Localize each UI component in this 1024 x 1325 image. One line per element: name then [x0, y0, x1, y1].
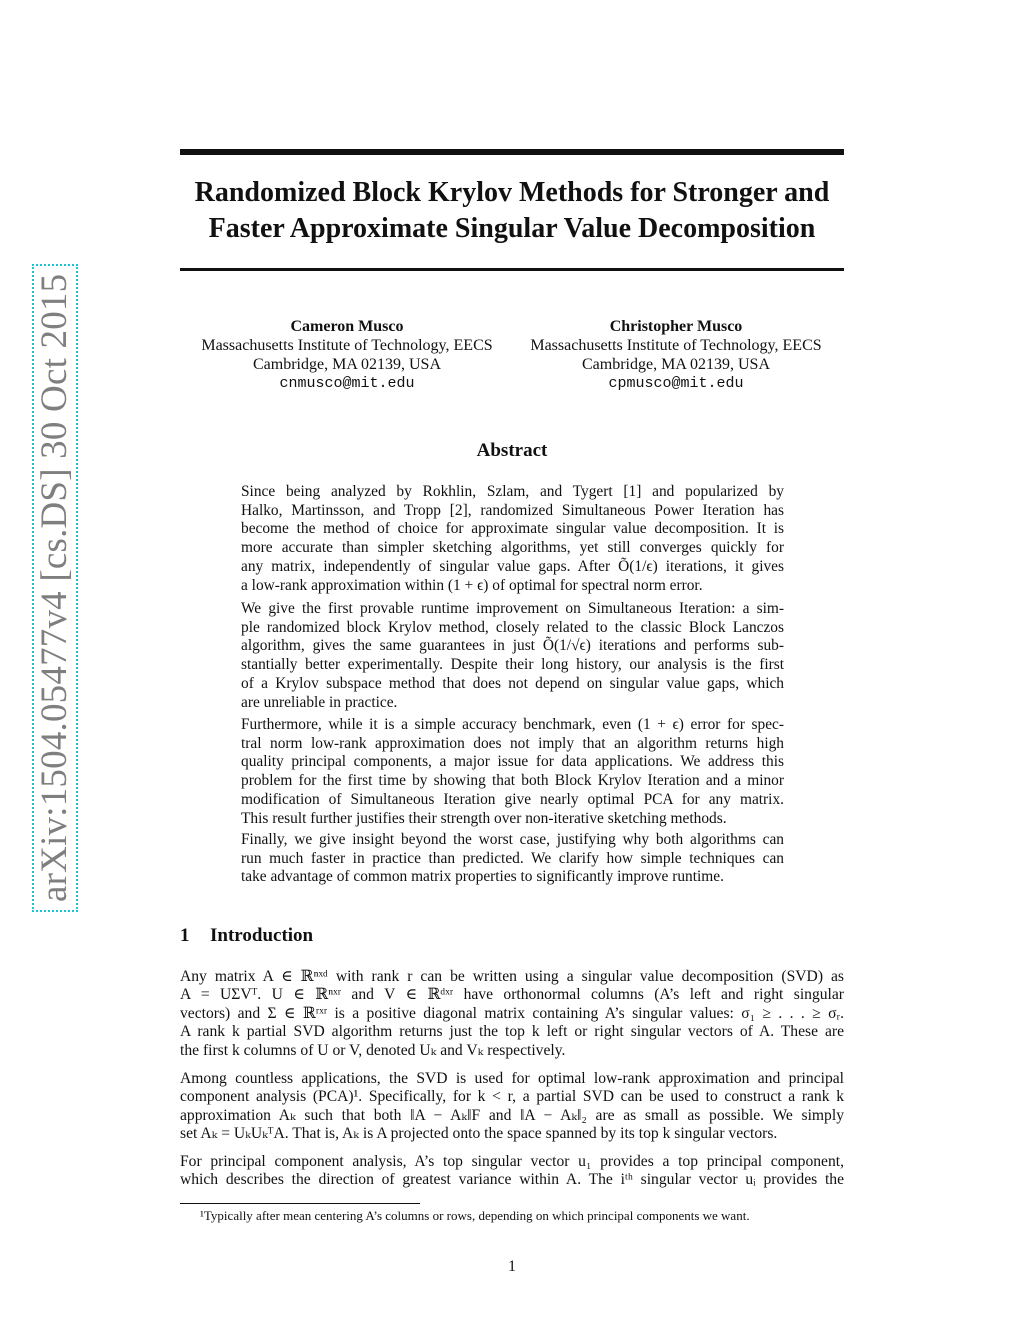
text-line: any matrix, independently of singular value gaps. After Õ(1/ϵ) iterations, it gives — [241, 557, 784, 575]
text-line: algorithm, gives the same guarantees in just Õ(1/√ϵ) iterations and performs sub- — [241, 637, 784, 655]
text-line: quality principal components, a major issue for data applications. We address this — [241, 753, 784, 771]
page-number: 1 — [508, 1258, 516, 1275]
text-line: take advantage of common matrix properties to significantly improve runtime. — [241, 868, 724, 886]
text-line: set Aₖ = UₖUₖᵀA. That is, Aₖ is A projected onto the space spanned by its top k singular vectors. — [180, 1125, 778, 1143]
author-address: Cambridge, MA 02139, USA — [253, 356, 441, 373]
text-line: which describes the direction of greatest variance within A. The iᵗʰ singular vector uᵢ provides the — [180, 1171, 844, 1189]
text-line: the first k columns of U or V, denoted Uₖ and Vₖ respectively. — [180, 1041, 566, 1059]
abstract-paragraph-4 — [241, 831, 784, 887]
text-line: a low-rank approximation within (1 + ϵ) of optimal for spectral norm error. — [241, 576, 703, 594]
author-block-2 — [511, 317, 841, 393]
text-line: Among countless applications, the SVD is used for optimal low-rank approximation and principal — [180, 1070, 844, 1087]
text-line: tral norm low-rank approximation does not imply that an algorithm returns high — [241, 734, 784, 752]
footnote-rule — [180, 1203, 420, 1204]
text-line: modification of Simultaneous Iteration give nearly optimal PCA for any matrix. — [241, 790, 784, 808]
text-line: This result further justifies their strength over non-iterative sketching methods. — [241, 809, 727, 827]
author-email[interactable]: cnmusco@mit.edu — [279, 375, 415, 392]
text-line: Any matrix A ∈ ℝⁿˣᵈ with rank r can be written using a singular value decomposition (SVD) as — [180, 968, 844, 985]
author-affiliation: Massachusetts Institute of Technology, EECS — [201, 337, 493, 354]
abstract-paragraph-1 — [241, 483, 784, 595]
abstract-paragraph-3 — [241, 716, 784, 828]
arxiv-watermark[interactable]: arXiv:1504.05477v4 [cs.DS] 30 Oct 2015 — [32, 264, 78, 912]
abstract-heading: Abstract — [476, 440, 548, 461]
paper-title — [180, 175, 844, 247]
intro-paragraph-2 — [180, 1070, 844, 1144]
text-line: ple randomized block Krylov method, closely related to the classic Block Lanczos — [241, 618, 784, 636]
text-line: For principal component analysis, A’s top singular vector u₁ provides a top principal component, — [180, 1153, 844, 1170]
text-line: of a Krylov subspace method that does not depend on singular value gaps, which — [241, 674, 784, 692]
text-line: are unreliable in practice. — [241, 693, 398, 711]
text-line: Since being analyzed by Rokhlin, Szlam, and Tygert [1] and popularized by — [241, 483, 784, 500]
text-line: A rank k partial SVD algorithm returns just the top k left or right singular vectors of A. These are — [180, 1023, 844, 1041]
text-line: run much faster in practice than predicted. We clarify how simple techniques can — [241, 849, 784, 867]
text-line: Furthermore, while it is a simple accuracy benchmark, even (1 + ϵ) error for spec- — [241, 716, 784, 733]
section-title: Introduction — [210, 925, 314, 946]
intro-paragraph-3 — [180, 1153, 844, 1190]
author-block-1 — [182, 317, 512, 393]
author-email[interactable]: cpmusco@mit.edu — [608, 375, 744, 392]
title-line-2: Faster Approximate Singular Value Decomposition — [208, 213, 816, 244]
section-number: 1 — [180, 925, 190, 946]
text-line: problem for the first time by showing that both Block Krylov Iteration and a minor — [241, 772, 784, 790]
author-name: Christopher Musco — [609, 318, 743, 335]
section-heading — [180, 925, 313, 947]
title-line-1: Randomized Block Krylov Methods for Stronger and — [194, 177, 830, 208]
text-line: component analysis (PCA)¹. Specifically, for k < r, a partial SVD can be used to construct a rank k — [180, 1088, 844, 1106]
text-line: We give the first provable runtime improvement on Simultaneous Iteration: a sim- — [241, 600, 784, 617]
title-bottom-rule — [180, 268, 844, 271]
text-line: Finally, we give insight beyond the worst case, justifying why both algorithms can — [241, 831, 784, 848]
text-line: Halko, Martinsson, and Tropp [2], randomized Simultaneous Power Iteration has — [241, 501, 784, 519]
text-line: vectors) and Σ ∈ ℝʳˣʳ is a positive diagonal matrix containing A’s singular values: σ₁ ≥ . . . ≥ σᵣ. — [180, 1004, 844, 1022]
author-affiliation: Massachusetts Institute of Technology, EECS — [530, 337, 822, 354]
text-line: more accurate than simpler sketching algorithms, yet still converges quickly for — [241, 539, 784, 557]
author-address: Cambridge, MA 02139, USA — [582, 356, 770, 373]
intro-paragraph-1 — [180, 968, 844, 1060]
title-top-rule — [180, 149, 844, 155]
footnote: ¹Typically after mean centering A’s columns or rows, depending on which principal components we want. — [200, 1208, 750, 1223]
author-name: Cameron Musco — [290, 318, 404, 335]
text-line: A = UΣVᵀ. U ∈ ℝⁿˣʳ and V ∈ ℝᵈˣʳ have orthonormal columns (A’s left and right singular — [180, 986, 844, 1004]
text-line: stantially better experimentally. Despite their long history, our analysis is the first — [241, 656, 784, 674]
abstract-paragraph-2 — [241, 600, 784, 712]
text-line: become the method of choice for approximate singular value decomposition. It is — [241, 520, 784, 538]
text-line: approximation Aₖ such that both ‖A − Aₖ‖F and ‖A − Aₖ‖₂ are as small as possible. We simply — [180, 1106, 844, 1124]
